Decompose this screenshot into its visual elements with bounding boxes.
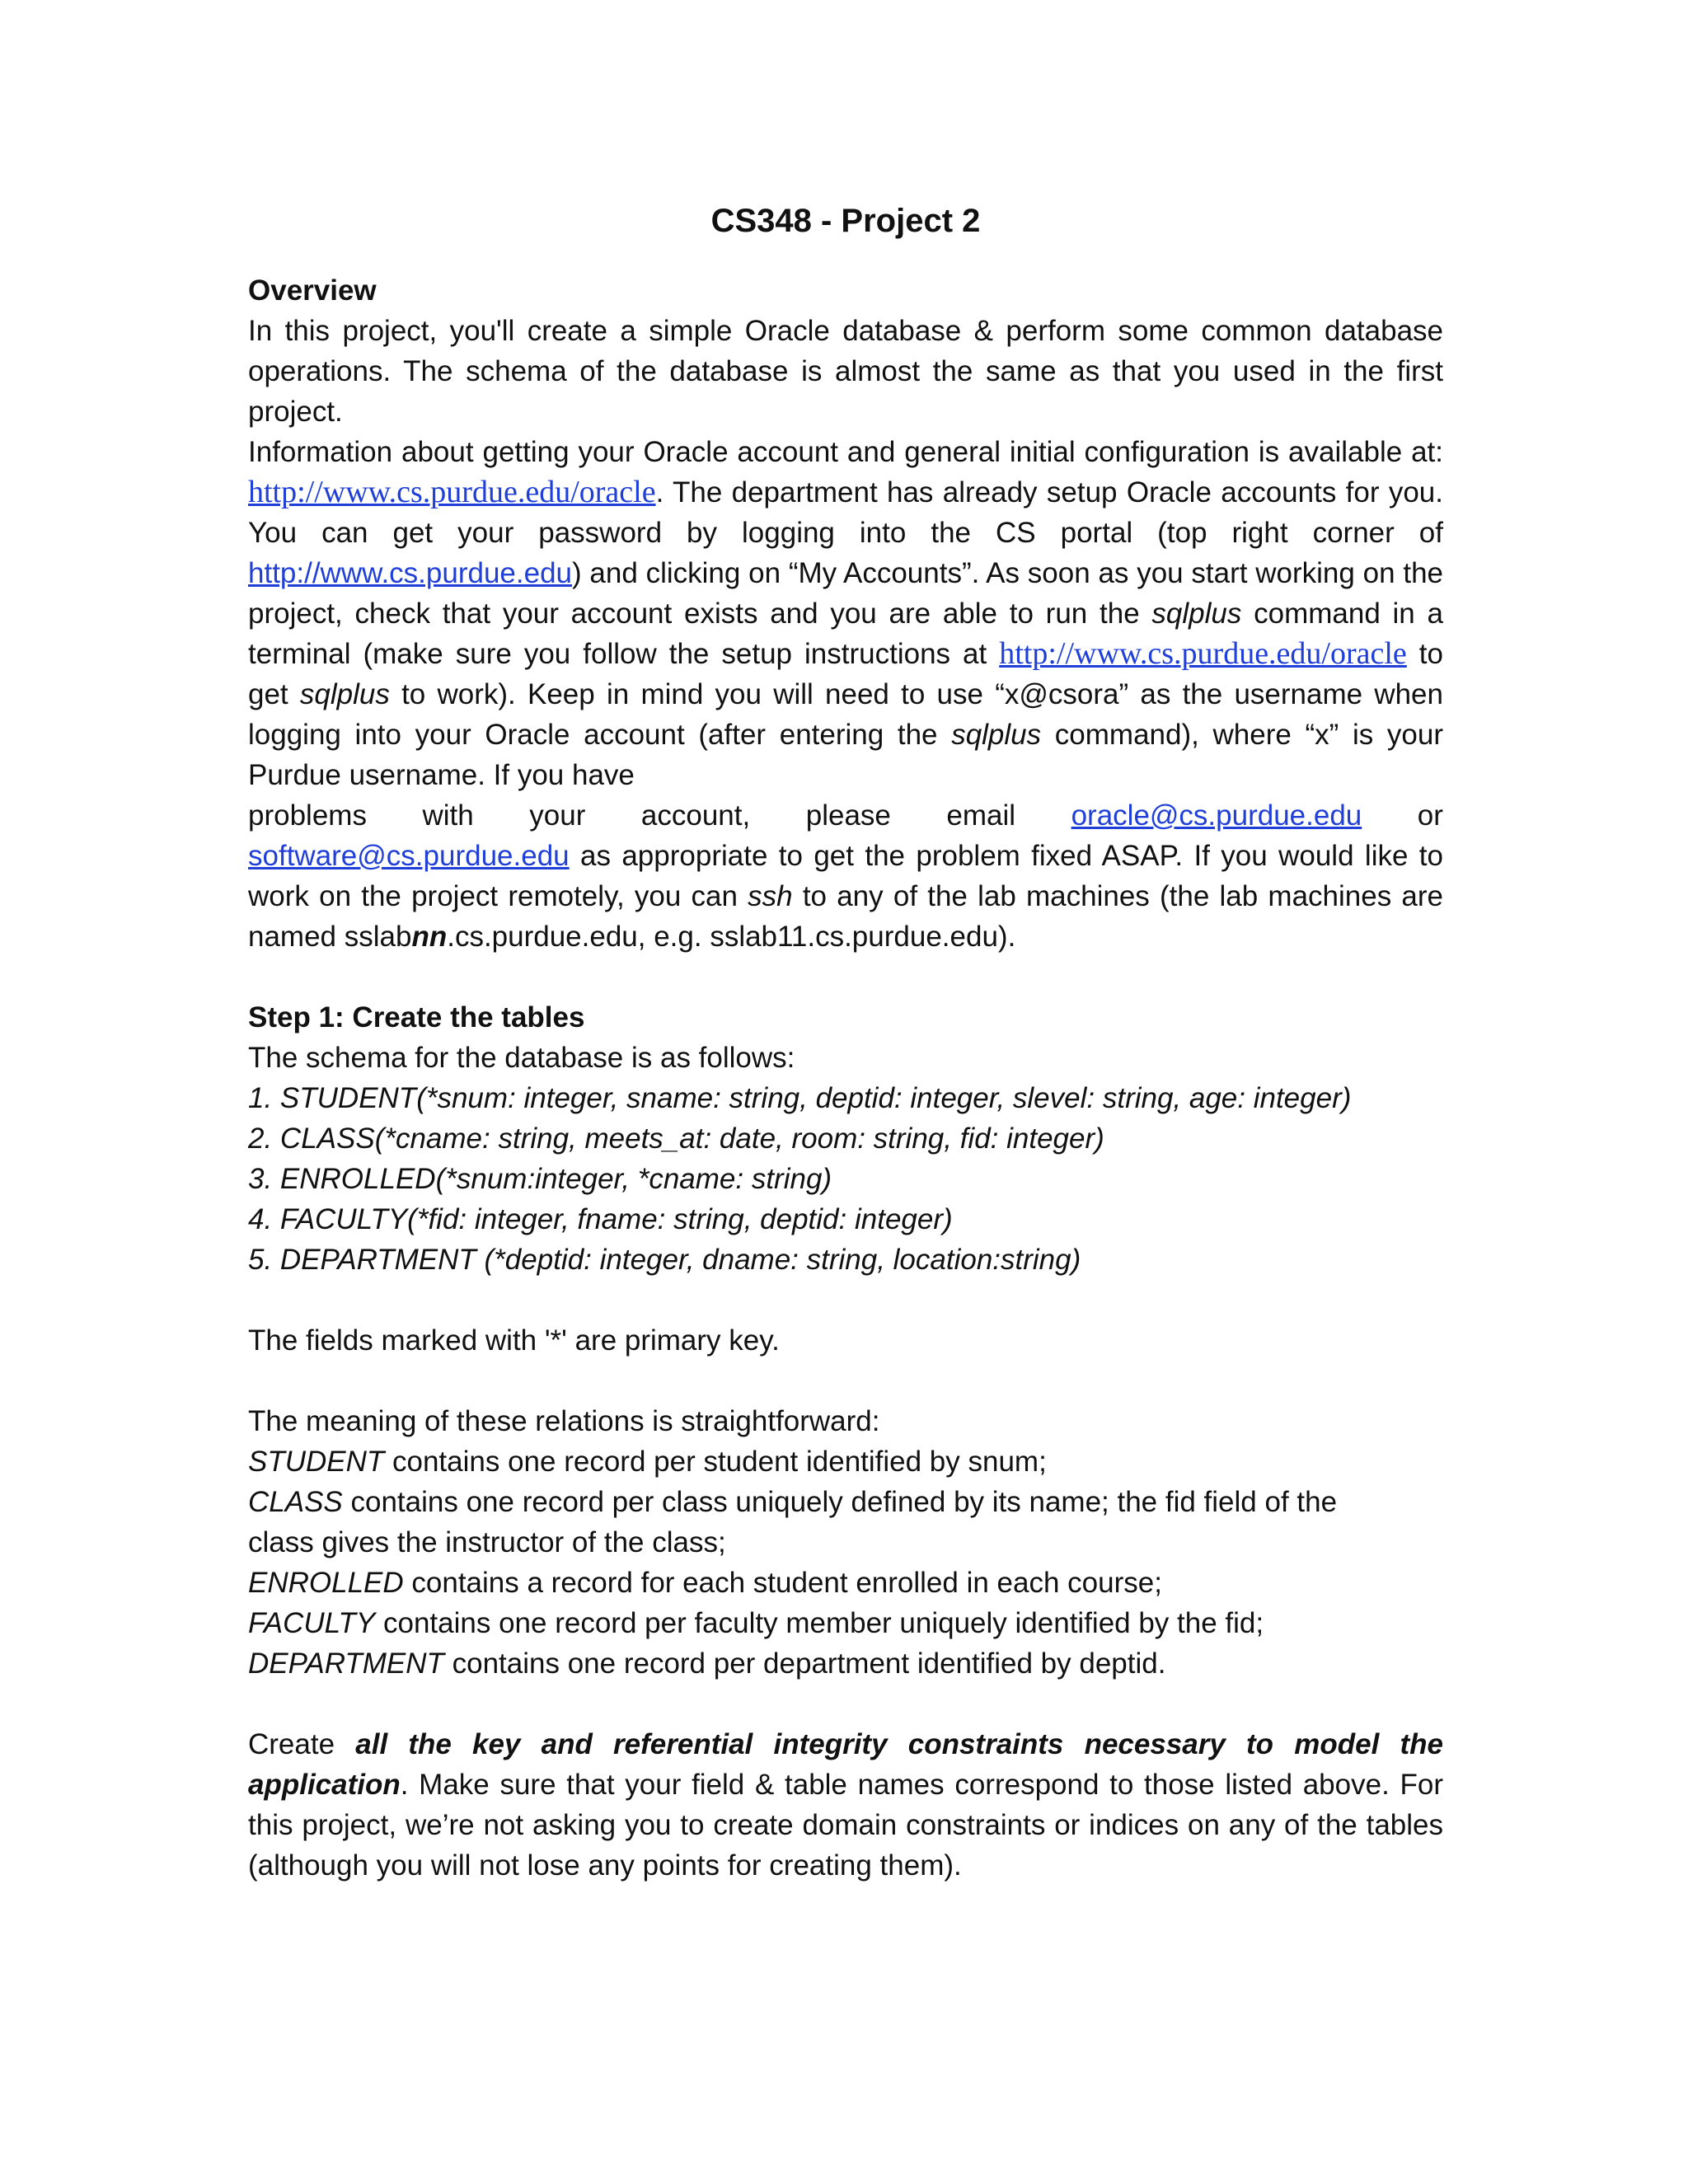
text-run: to any of the lab machines (the lab machines are named sslab [248,880,1444,953]
relation-name: STUDENT [248,1446,385,1478]
schema-list [248,1078,1443,1280]
primary-key-note: The fields marked with '*' are primary key. [248,1324,780,1357]
overview-paragraph-3 [248,836,1443,957]
text-run: .cs.purdue.edu, e.g. sslab11.cs.purdue.edu). [447,921,1016,953]
schema-item: 2. CLASS(*cname: string, meets_at: date, room: string, fid: integer) [248,1122,1104,1155]
step1-heading: Step 1: Create the tables [248,1001,585,1033]
problems-line [248,795,1443,836]
relation-description: contains one record per student identified by snum; [384,1446,1047,1478]
spacer [248,957,1443,997]
relation-description: contains one record per department identified by deptid. [443,1647,1166,1680]
schema-item: 3. ENROLLED(*snum:integer, *cname: string) [248,1163,832,1195]
meaning-item [248,1563,1443,1603]
meaning-intro: The meaning of these relations is straightforward: [248,1405,880,1437]
relation-description: contains one record per faculty member uniquely identified by the fid; [375,1607,1264,1639]
cs-portal-link[interactable]: http://www.cs.purdue.edu [248,557,572,589]
schema-item: 4. FACULTY(*fid: integer, fname: string, deptid: integer) [248,1203,953,1235]
relation-name: CLASS [248,1486,343,1518]
text-run: to work). Keep in mind you will need to use “x@csora” as the username when logging into your Oracle account (after entering the [248,678,1443,751]
relation-name: DEPARTMENT [248,1647,444,1680]
meaning-item [248,1482,1402,1563]
text-run: . Make sure that your field & table names correspond to those listed above. For this project, we’re not asking you to create domain constraints or indices on any of the tables (although you will not lose any points for creating them). [248,1769,1443,1882]
sqlplus-term: sqlplus [299,678,390,710]
text-run: command in a terminal (make sure you follow the setup instructions at [248,598,1443,670]
text-run: ) and clicking on “My Accounts”. As soon as you start working on the project, check that your account exists and you are able to run the [248,557,1443,630]
sqlplus-term: sqlplus [1151,598,1242,630]
relation-name: ENROLLED [248,1567,404,1599]
schema-item: 5. DEPARTMENT (*deptid: integer, dname: string, location:string) [248,1244,1081,1276]
text-run: . The department has already setup Oracle accounts for you. You can get your password by logging into the CS portal (top right corner of [248,476,1443,549]
relation-description: contains one record per class uniquely defined by its name; the fid field of the class gives the instructor of the class; [248,1486,1338,1558]
ssh-term: ssh [748,880,793,912]
word: problems [248,799,367,832]
text-run: command), where “x” is your Purdue username. If you have [248,719,1443,791]
relation-name: FACULTY [248,1607,376,1639]
meaning-list [248,1441,1443,1684]
text-run: Create [248,1728,356,1760]
oracle-info-link[interactable]: http://www.cs.purdue.edu/oracle [248,475,656,509]
oracle-email-link[interactable]: oracle@cs.purdue.edu [1071,799,1362,832]
meaning-item [248,1603,1443,1643]
document-page [248,196,1443,1886]
constraints-paragraph [248,1724,1443,1886]
text-run: as appropriate to get the problem fixed ASAP. If you would like to work on the project remotely, you can [248,840,1443,912]
word: please [805,799,891,832]
text-run: Information about getting your Oracle account and general initial configuration is available at: [248,436,1443,468]
word: your [529,799,586,832]
spacer [248,1280,1443,1320]
word: with [422,799,474,832]
overview-paragraph-2 [248,432,1443,795]
oracle-setup-link[interactable]: http://www.cs.purdue.edu/oracle [999,636,1407,671]
word: account, [640,799,751,832]
constraints-emphasis: all the key and referential integrity constraints necessary to model the application [248,1728,1443,1801]
word: or [1417,799,1443,832]
word: email [946,799,1016,832]
schema-item: 1. STUDENT(*snum: integer, sname: string, deptid: integer, slevel: string, age: integer) [248,1082,1352,1114]
overview-paragraph-1: In this project, you'll create a simple Oracle database & perform some common database operations. The schema of the database is almost the same as that you used in the first project. [248,315,1443,428]
document-title: CS348 - Project 2 [710,203,981,239]
overview-heading: Overview [248,274,377,307]
software-email-link[interactable]: software@cs.purdue.edu [248,840,570,872]
schema-intro: The schema for the database is as follows: [248,1042,795,1074]
text-run: to get [248,638,1443,710]
meaning-item [248,1441,1443,1482]
relation-description: contains a record for each student enrolled in each course; [403,1567,1162,1599]
spacer [248,1684,1443,1724]
sqlplus-term: sqlplus [951,719,1042,751]
meaning-item [248,1643,1443,1684]
nn-term: nn [411,921,448,953]
spacer [248,1361,1443,1401]
